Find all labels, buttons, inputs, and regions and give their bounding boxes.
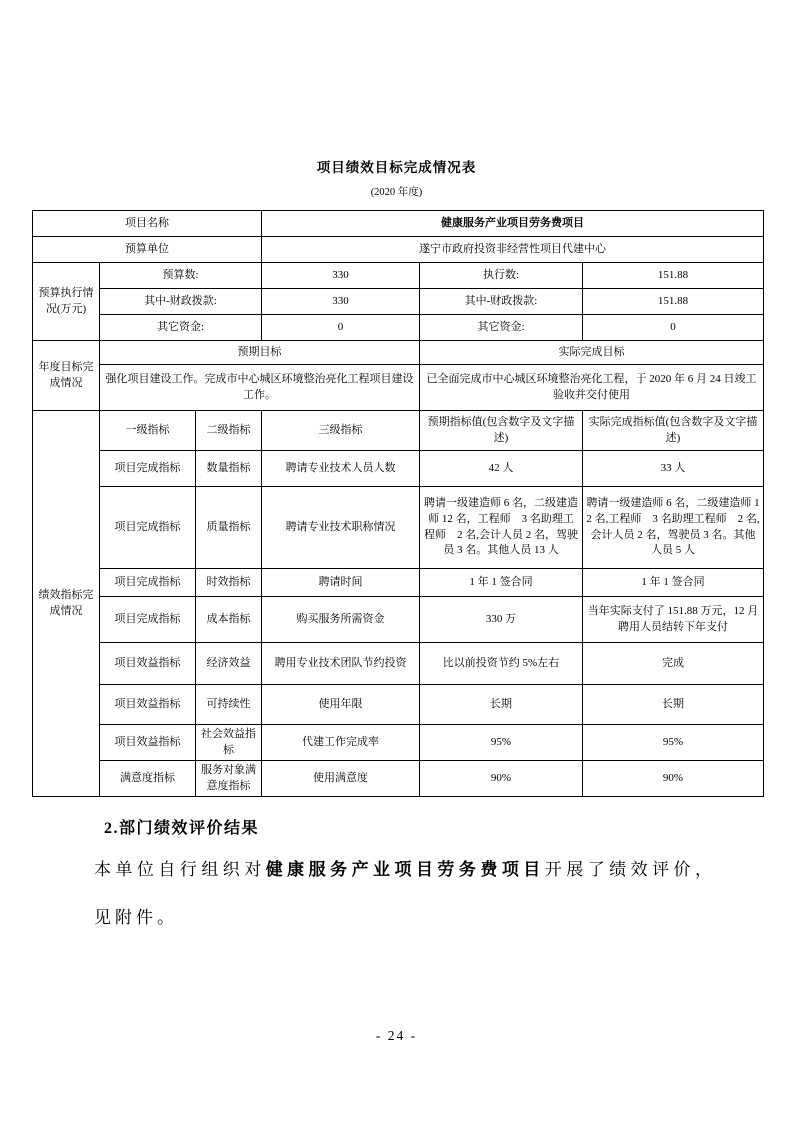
actual-cell: 90% [583,761,764,797]
actual-cell: 1 年 1 签合同 [583,569,764,597]
table-row [33,411,764,451]
level2-cell: 社会效益指标 [196,725,262,761]
actual-cell: 33 人 [583,451,764,487]
section-heading: 2.部门绩效评价结果 [104,820,260,837]
table-row [33,569,764,597]
indicator-section-label: 绩效指标完成情况 [33,411,100,797]
level3-cell: 使用年限 [262,685,420,725]
other-funds-label: 其它资金: [100,315,262,341]
project-name-value: 健康服务产业项目劳务费项目 [262,211,764,237]
table-row [33,211,764,237]
expected-cell: 330 万 [420,597,583,643]
level1-cell: 项目效益指标 [100,643,196,685]
header-level3: 三级指标 [262,411,420,451]
budget-unit-value: 遂宁市政府投资非经营性项目代建中心 [262,237,764,263]
fiscal-allocation-value: 330 [262,289,420,315]
level1-cell: 项目完成指标 [100,569,196,597]
level2-cell: 服务对象满意度指标 [196,761,262,797]
table-row [33,289,764,315]
level1-cell: 项目效益指标 [100,725,196,761]
expected-cell: 聘请一级建造师 6 名，二级建造师 12 名，工程师 3 名助理工程师 2 名,会计人员 2 名，驾驶员 3 名。其他人员 13 人 [420,487,583,569]
level2-cell: 可持续性 [196,685,262,725]
actual-cell: 当年实际支付了 151.88 万元，12 月聘用人员结转下年支付 [583,597,764,643]
expected-target-value: 强化项目建设工作。完成市中心城区环境整治亮化工程项目建设工作。 [100,365,420,411]
level1-cell: 项目完成指标 [100,487,196,569]
other-funds-value: 0 [262,315,420,341]
expected-cell: 长期 [420,685,583,725]
table-row [33,315,764,341]
level3-cell: 使用满意度 [262,761,420,797]
expected-cell: 90% [420,761,583,797]
expected-cell: 42 人 [420,451,583,487]
budget-number-label: 预算数: [100,263,262,289]
project-name-label: 项目名称 [33,211,262,237]
header-level1: 一级指标 [100,411,196,451]
expected-cell: 95% [420,725,583,761]
table-row [33,237,764,263]
header-level2: 二级指标 [196,411,262,451]
table-row [33,725,764,761]
table-row [33,341,764,365]
level3-cell: 聘请专业技术职称情况 [262,487,420,569]
table-row [33,365,764,411]
page-number: - 24 - [375,1028,418,1043]
level1-cell: 项目完成指标 [100,451,196,487]
level3-cell: 聘用专业技术团队节约投资 [262,643,420,685]
actual-target-value: 已全面完成市中心城区环境整治亮化工程，于 2020 年 6 月 24 日竣工验收并交付使用 [420,365,764,411]
table-row [33,643,764,685]
level2-cell: 时效指标 [196,569,262,597]
performance-table [32,210,764,797]
fiscal-allocation-actual-value: 151.88 [583,289,764,315]
paragraph-segment: 开展了绩效评价，见附件。 [94,860,717,928]
other-funds-actual-value: 0 [583,315,764,341]
execution-number-label: 执行数: [420,263,583,289]
level3-cell: 购买服务所需资金 [262,597,420,643]
budget-execution-section-label: 预算执行情况(万元) [33,263,100,341]
document-subtitle: (2020 年度) [370,187,423,198]
level2-cell: 成本指标 [196,597,262,643]
other-funds-actual-label: 其它资金: [420,315,583,341]
level1-cell: 项目效益指标 [100,685,196,725]
actual-cell: 完成 [583,643,764,685]
level3-cell: 代建工作完成率 [262,725,420,761]
expected-cell: 比以前投资节约 5%左右 [420,643,583,685]
level2-cell: 经济效益 [196,643,262,685]
fiscal-allocation-label: 其中-财政拨款: [100,289,262,315]
level1-cell: 满意度指标 [100,761,196,797]
expected-target-header: 预期目标 [100,341,420,365]
table-row [33,487,764,569]
budget-unit-label: 预算单位 [33,237,262,263]
table-row [33,685,764,725]
document-title: 项目绩效目标完成情况表 [316,160,477,175]
evaluation-paragraph [94,846,716,943]
paragraph-segment: 本单位自行组织对 [94,860,266,879]
level1-cell: 项目完成指标 [100,597,196,643]
expected-cell: 1 年 1 签合同 [420,569,583,597]
annual-target-section-label: 年度目标完成情况 [33,341,100,411]
header-expected-value: 预期指标值(包含数字及文字描述) [420,411,583,451]
header-actual-value: 实际完成指标值(包含数字及文字描述) [583,411,764,451]
level2-cell: 数量指标 [196,451,262,487]
level2-cell: 质量指标 [196,487,262,569]
table-row [33,597,764,643]
table-row [33,263,764,289]
table-row [33,451,764,487]
paragraph-segment: 健康服务产业项目劳务费项目 [265,860,545,879]
actual-target-header: 实际完成目标 [420,341,764,365]
budget-number-value: 330 [262,263,420,289]
execution-number-value: 151.88 [583,263,764,289]
actual-cell: 长期 [583,685,764,725]
level3-cell: 聘请时间 [262,569,420,597]
actual-cell: 聘请一级建造师 6 名，二级建造师 12 名,工程师 3 名助理工程师 2 名,会计人员 2 名，驾驶员 3 名。其他人员 5 人 [583,487,764,569]
table-row [33,761,764,797]
level3-cell: 聘请专业技术人员人数 [262,451,420,487]
fiscal-allocation-actual-label: 其中-财政拨款: [420,289,583,315]
actual-cell: 95% [583,725,764,761]
